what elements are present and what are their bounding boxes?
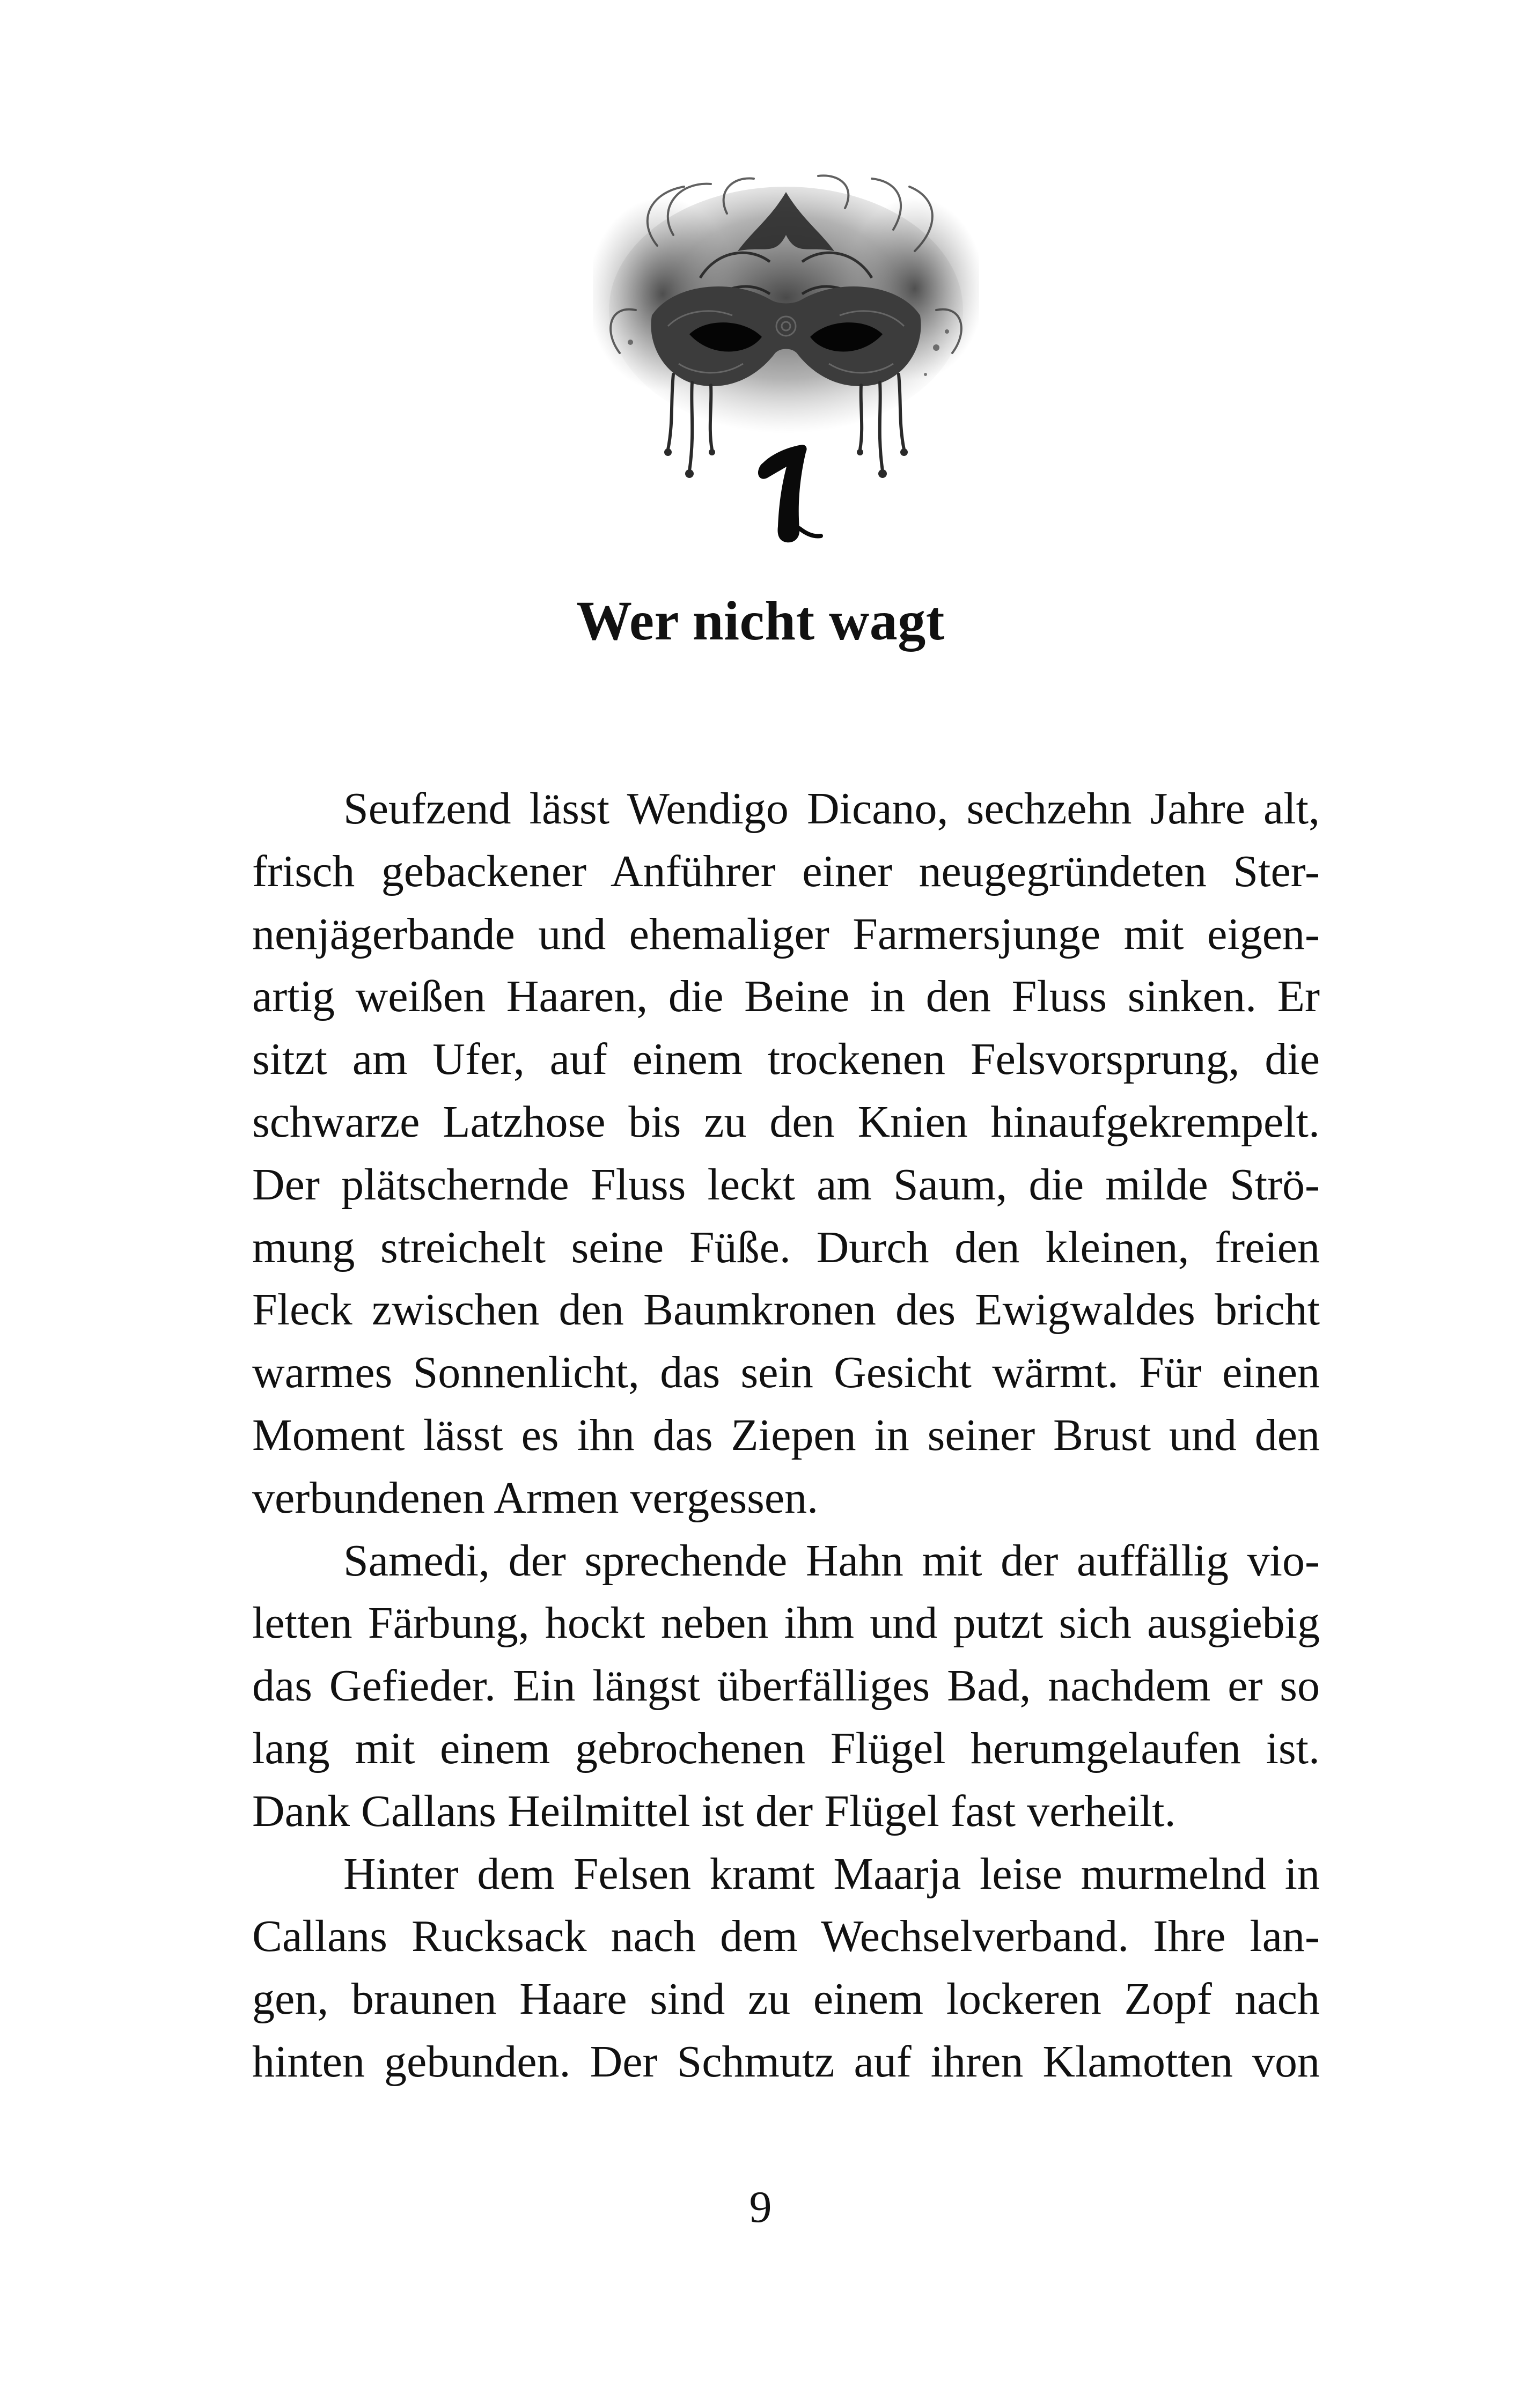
page-number: 9 — [749, 2182, 772, 2232]
text-line: lang mit einem gebrochenen Flügel herumgelaufen ist. — [252, 1723, 1320, 1773]
paragraph — [252, 1530, 1320, 1843]
chapter-title: Wer nicht wagt — [576, 590, 945, 652]
text-line: gen, braunen Haare sind zu einem lockeren Zopf nach — [252, 1974, 1320, 2024]
text-line: hinten gebunden. Der Schmutz auf ihren Klamotten von — [252, 2036, 1320, 2087]
body-text — [252, 778, 1320, 2094]
text-line: Callans Rucksack nach dem Wechselverband. Ihre lan- — [252, 1911, 1320, 1962]
text-line: verbundenen Armen vergessen. — [252, 1472, 819, 1523]
chapter-number — [714, 437, 853, 550]
text-line: Hinter dem Felsen kramt Maarja leise murmelnd in — [343, 1849, 1320, 1899]
text-line: frisch gebackener Anführer einer neugegründeten Ster- — [252, 846, 1320, 896]
paragraph — [252, 778, 1320, 1530]
text-line: mung streichelt seine Füße. Durch den kleinen, freien — [252, 1222, 1320, 1272]
text-line: Samedi, der sprechende Hahn mit der auffällig vio- — [343, 1535, 1320, 1586]
text-line: nenjägerbande und ehemaliger Farmersjunge mit eigen- — [252, 909, 1320, 959]
text-line: schwarze Latzhose bis zu den Knien hinaufgekrempelt. — [252, 1096, 1320, 1147]
text-line: Moment lässt es ihn das Ziepen in seiner Brust und den — [252, 1410, 1320, 1460]
text-line: sitzt am Ufer, auf einem trockenen Felsvorsprung, die — [252, 1034, 1320, 1085]
text-line: das Gefieder. Ein längst überfälliges Bad, nachdem er so — [252, 1661, 1320, 1711]
text-line: Seufzend lässt Wendigo Dicano, sechzehn Jahre alt, — [343, 784, 1320, 834]
text-line: warmes Sonnenlicht, das sein Gesicht wärmt. Für einen — [252, 1347, 1320, 1398]
text-line: artig weißen Haaren, die Beine in den Fluss sinken. Er — [252, 971, 1320, 1022]
text-line: letten Färbung, hockt neben ihm und putzt sich ausgiebig — [252, 1598, 1320, 1648]
text-line: Fleck zwischen den Baumkronen des Ewigwaldes bricht — [252, 1285, 1320, 1335]
paragraph — [252, 1843, 1320, 2094]
text-line: Der plätschernde Fluss leckt am Saum, die milde Strö- — [252, 1159, 1320, 1210]
text-line: Dank Callans Heilmittel ist der Flügel fast verheilt. — [252, 1786, 1176, 1836]
